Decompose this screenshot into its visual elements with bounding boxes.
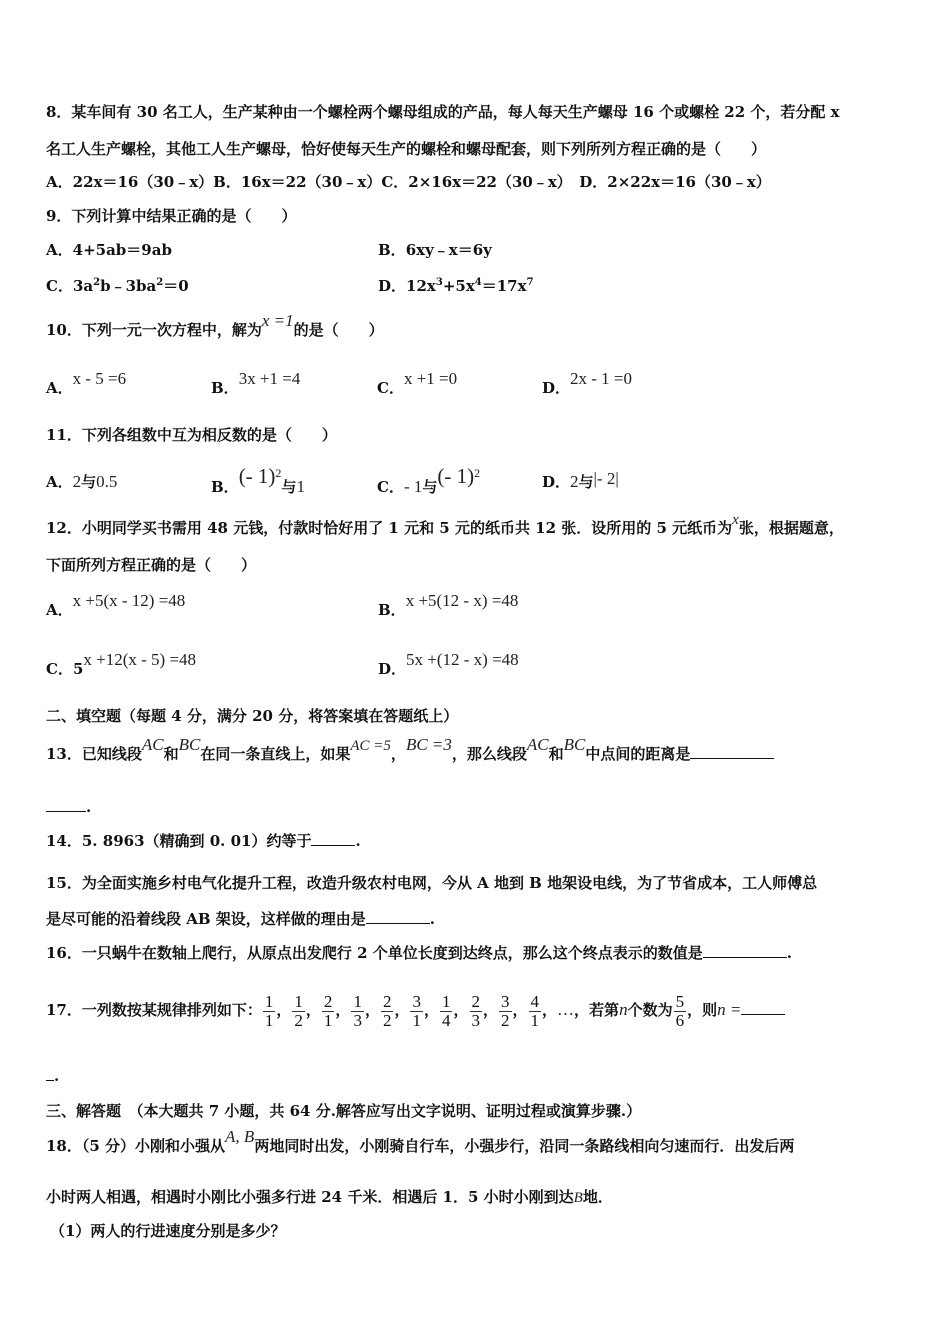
q12-c-math: x +12(x - 5) =48: [83, 650, 197, 669]
q17-answer-blank-cont[interactable]: [46, 1066, 54, 1081]
q17-fraction-numerator: 1: [441, 991, 451, 1011]
q11-a-label: A．: [46, 473, 73, 491]
q17-fraction-numerator: 1: [264, 991, 274, 1011]
q17-end: .: [54, 1067, 60, 1085]
section-3-heading: 三、解答题 （本大题共 7 小题，共 64 分.解答应写出文字说明、证明过程或演算步骤.）: [46, 1102, 642, 1120]
q16-end: .: [786, 944, 792, 962]
q17-fraction-numerator: 1: [294, 991, 303, 1011]
q17-separator: ，: [305, 1001, 321, 1019]
q12-b-label: B．: [378, 601, 406, 619]
q17-fraction: [263, 993, 276, 1030]
q11-and: 与: [422, 478, 438, 496]
q10-a-label: A．: [46, 379, 73, 397]
q17-target-denominator: 6: [675, 1010, 685, 1030]
q10-option-b: [211, 369, 301, 398]
q10-stem: [46, 311, 384, 340]
q17-fraction: [470, 993, 483, 1030]
q9-d-part: ＝17x: [481, 277, 527, 295]
q12-option-b: [378, 591, 519, 620]
q10-d-math: 2x - 1 =0: [570, 369, 633, 388]
q17-fraction-denominator: 1: [412, 1010, 421, 1030]
q9-c-part: ＝0: [163, 277, 189, 295]
q11-d-label: D．: [542, 473, 571, 491]
q13-math: AC =5: [350, 738, 391, 754]
q9-c-part: b﹣3ba: [100, 277, 157, 295]
q13-line2: [46, 797, 91, 817]
q13-text: ，: [390, 745, 406, 763]
q17-fraction: [410, 993, 423, 1030]
q13-text: 中点间的距离是: [585, 745, 691, 763]
q13-math: AC: [141, 735, 164, 754]
q17-fraction-numerator: 3: [412, 991, 421, 1011]
q10-option-d: [542, 369, 633, 398]
q11-option-c: [377, 464, 481, 497]
q9-d-sup: 3: [435, 277, 443, 288]
q12-line2: 下面所列方程正确的是（ ）: [46, 556, 257, 574]
q15-text: 是尽可能的沿着线段 AB 架设，这样做的理由是: [46, 910, 366, 928]
q11-c-label: C．: [377, 478, 404, 496]
q11-option-b: [211, 464, 305, 497]
q12-option-c: [46, 650, 197, 679]
q9-option-a: [46, 240, 172, 260]
q17-separator: ，: [276, 1001, 292, 1019]
q17-text: 17．一列数按某规律排列如下：: [46, 1001, 262, 1019]
q10-b-label: B．: [211, 379, 239, 397]
q15-line2: [46, 909, 435, 929]
q11-d-math: 2: [570, 472, 579, 491]
q12-line1: [46, 512, 844, 539]
section-2-heading: 二、填空题（每题 4 分，满分 20 分，将答案填在答题纸上）: [46, 707, 459, 725]
q17-fraction-numerator: 2: [471, 991, 480, 1011]
q17-n-equals: n =: [717, 1000, 742, 1019]
q18-math: B: [573, 1190, 583, 1206]
q14-end: .: [355, 832, 361, 850]
q11-c-sup: 2: [474, 466, 481, 480]
q14-answer-blank[interactable]: [311, 831, 355, 846]
q11-b-label: B．: [211, 478, 239, 496]
q17-fraction-denominator: 4: [441, 1010, 451, 1030]
q10-d-label: D．: [542, 379, 571, 397]
q18-sub1: （1）两人的行进速度分别是多少？: [50, 1222, 286, 1240]
q12-b-math: x +5(12 - x) =48: [405, 591, 519, 610]
q17-separator: ，: [453, 1001, 469, 1019]
q12-d-math: 5x +(12 - x) =48: [406, 650, 519, 669]
q12-text: 张，根据题意，: [738, 519, 844, 537]
q17-separator: ，: [483, 1001, 499, 1019]
q13-text: 和: [163, 745, 179, 763]
q17-fraction: [529, 993, 542, 1030]
q17-text: ，若第: [574, 1001, 620, 1019]
q17-n: n: [619, 1000, 628, 1019]
q18-text: 小时两人相遇，相遇时小刚比小强多行进 24 千米．相遇后 1．5 小时小刚到达: [46, 1188, 574, 1206]
q9-option-c: [46, 273, 189, 296]
q17-text: ，则: [687, 1001, 718, 1019]
q17-line2: [46, 1066, 59, 1086]
q17-fraction: [499, 993, 512, 1030]
q17-fraction-denominator: 1: [264, 1010, 274, 1030]
q18-line2: [46, 1187, 613, 1208]
q17-fraction: [292, 993, 305, 1030]
q9-c-sup: 2: [156, 277, 164, 288]
q18-text: 两地同时出发，小刚骑自行车，小强步行，沿同一条路线相向匀速而行．出发后两: [254, 1137, 795, 1155]
q11-d-math: |- 2|: [593, 469, 619, 488]
q9-c-label: C．: [46, 277, 73, 295]
q12-d-label: D．: [378, 660, 407, 678]
q12-option-a: [46, 591, 186, 620]
q17-fraction: [322, 993, 335, 1030]
q17-fraction-denominator: 1: [323, 1010, 333, 1030]
q17-fraction: [351, 993, 364, 1030]
q9-b-label: B．: [378, 241, 406, 259]
q15-answer-blank[interactable]: [366, 909, 430, 924]
q12-text: 12．小明同学买书需用 48 元钱，付款时恰好用了 1 元和 5 元的纸币共 12 张．设所用的 5 元纸币为: [46, 519, 733, 537]
q12-c-label: C．5: [46, 660, 84, 678]
q14-line: [46, 831, 361, 851]
q11-a-math: 0.5: [96, 472, 118, 491]
q11-c-math: - 1: [403, 477, 423, 496]
q13-math: BC: [563, 735, 586, 754]
q17-separator: ，: [335, 1001, 351, 1019]
q10-option-a: [46, 369, 127, 398]
q11-and: 与: [578, 473, 594, 491]
q9-d-sup: 7: [526, 277, 534, 288]
q13-text: ，那么线段: [451, 745, 527, 763]
q8-line2: 名工人生产螺栓，其他工人生产螺母，恰好使每天生产的螺栓和螺母配套，则下列所列方程正确的是（ ）: [46, 140, 767, 158]
q14-text: 14．5. 8963（精确到 0. 01）约等于: [46, 832, 312, 850]
q12-var: x: [732, 512, 739, 528]
q13-text: 和: [548, 745, 564, 763]
q16-line: [46, 943, 792, 963]
q13-answer-blank-cont[interactable]: [46, 797, 86, 812]
q11-and: 与: [81, 473, 97, 491]
q10-stem-math: x =1: [261, 311, 294, 330]
q12-a-math: x +5(x - 12) =48: [72, 591, 186, 610]
q9-option-d: [378, 273, 534, 296]
q10-a-math: x - 5 =6: [72, 369, 127, 388]
q13-math: AC: [526, 735, 549, 754]
q11-stem: 11．下列各组数中互为相反数的是（ ）: [46, 426, 337, 444]
q16-answer-blank[interactable]: [703, 943, 787, 958]
q15-line1: 15．为全面实施乡村电气化提升工程，改造升级农村电网，今从 A 地到 B 地架设电线，为了节省成本，工人师傅总: [46, 874, 818, 892]
q9-c-part: 3a: [72, 277, 94, 295]
q17-separator: ，: [394, 1001, 410, 1019]
q17-fraction-numerator: 2: [382, 991, 392, 1011]
q9-d-label: D．: [378, 277, 407, 295]
q9-a-text: 4+5ab＝9ab: [72, 241, 172, 259]
q9-d-part: +5x: [442, 277, 475, 295]
q9-d-sup: 4: [474, 277, 482, 288]
q10-option-c: [377, 369, 458, 398]
q11-option-d: [542, 469, 619, 492]
q17-ellipsis: …: [557, 1000, 575, 1019]
q11-b-math: 1: [296, 477, 305, 496]
q17-fraction-denominator: 2: [382, 1010, 392, 1030]
q13-answer-blank[interactable]: [690, 744, 774, 759]
q17-fraction-numerator: 3: [501, 991, 510, 1011]
q13-math: BC =3: [405, 735, 452, 754]
q10-stem-text: 10．下列一元一次方程中，解为: [46, 321, 262, 339]
q8-options: A．22x＝16（30﹣x）B．16x＝22（30﹣x）C．2×16x＝22（30﹣x） D．2×22x＝16（30﹣x）: [46, 173, 771, 191]
q10-b-math: 3x +1 =4: [238, 369, 301, 388]
q11-a-math: 2: [72, 472, 82, 491]
q13-math: BC: [178, 735, 201, 754]
q17-fraction-denominator: 2: [294, 1010, 303, 1030]
q9-d-part: 12x: [406, 277, 436, 295]
q12-a-label: A．: [46, 601, 73, 619]
q12-option-d: [378, 650, 519, 679]
q11-and: 与: [281, 478, 297, 496]
q9-c-sup: 2: [93, 277, 101, 288]
q17-line: [46, 990, 785, 1030]
q9-option-b: [378, 240, 492, 260]
q17-fraction-numerator: 1: [353, 991, 362, 1011]
q9-a-label: A．: [46, 241, 73, 259]
q17-fraction-denominator: 2: [501, 1010, 510, 1030]
q13-line1: [46, 735, 774, 765]
q17-fraction: [440, 993, 453, 1030]
q17-separator: ，: [423, 1001, 439, 1019]
q18-math: A, B: [225, 1127, 255, 1146]
q9-stem: 9．下列计算中结果正确的是（ ）: [46, 207, 297, 225]
q17-fraction-denominator: 3: [471, 1010, 480, 1030]
q17-answer-blank[interactable]: [741, 1000, 785, 1015]
q17-text: 个数为: [627, 1001, 673, 1019]
q8-line1: 8．某车间有 30 名工人，生产某种由一个螺栓两个螺母组成的产品，每人每天生产螺母 16 个或螺栓 22 个，若分配 x: [46, 103, 840, 121]
q17-fraction-numerator: 2: [323, 991, 333, 1011]
q18-text: 地．: [582, 1188, 613, 1206]
q11-option-a: [46, 472, 117, 492]
q13-end: .: [86, 798, 92, 816]
q10-stem-text: 的是（ ）: [293, 321, 384, 339]
q17-separator: ，: [512, 1001, 528, 1019]
q10-c-math: x +1 =0: [403, 369, 458, 388]
q11-b-math: (- 1): [238, 464, 276, 488]
q17-fraction: [381, 993, 394, 1030]
q17-sequence: [262, 991, 558, 1030]
q11-c-math: (- 1): [437, 464, 475, 488]
q18-text: 18．（5 分）小刚和小强从: [46, 1137, 226, 1155]
q13-text: 13．已知线段: [46, 745, 142, 763]
q11-b-sup: 2: [275, 466, 282, 480]
q17-fraction-numerator: 4: [530, 991, 540, 1011]
q9-b-text: 6xy﹣x＝6y: [405, 241, 492, 259]
q17-fraction-denominator: 3: [353, 1010, 362, 1030]
q17-target-numerator: 5: [675, 991, 685, 1011]
q17-separator: ，: [542, 1001, 558, 1019]
q17-target-fraction: [674, 993, 687, 1030]
q18-line1: [46, 1127, 795, 1156]
q10-c-label: C．: [377, 379, 404, 397]
q16-text: 16．一只蜗牛在数轴上爬行，从原点出发爬行 2 个单位长度到达终点，那么这个终点表示的数值是: [46, 944, 703, 962]
q17-fraction-denominator: 1: [530, 1010, 540, 1030]
q17-separator: ，: [364, 1001, 380, 1019]
q13-text: 在同一条直线上，如果: [200, 745, 351, 763]
q15-end: .: [429, 910, 435, 928]
